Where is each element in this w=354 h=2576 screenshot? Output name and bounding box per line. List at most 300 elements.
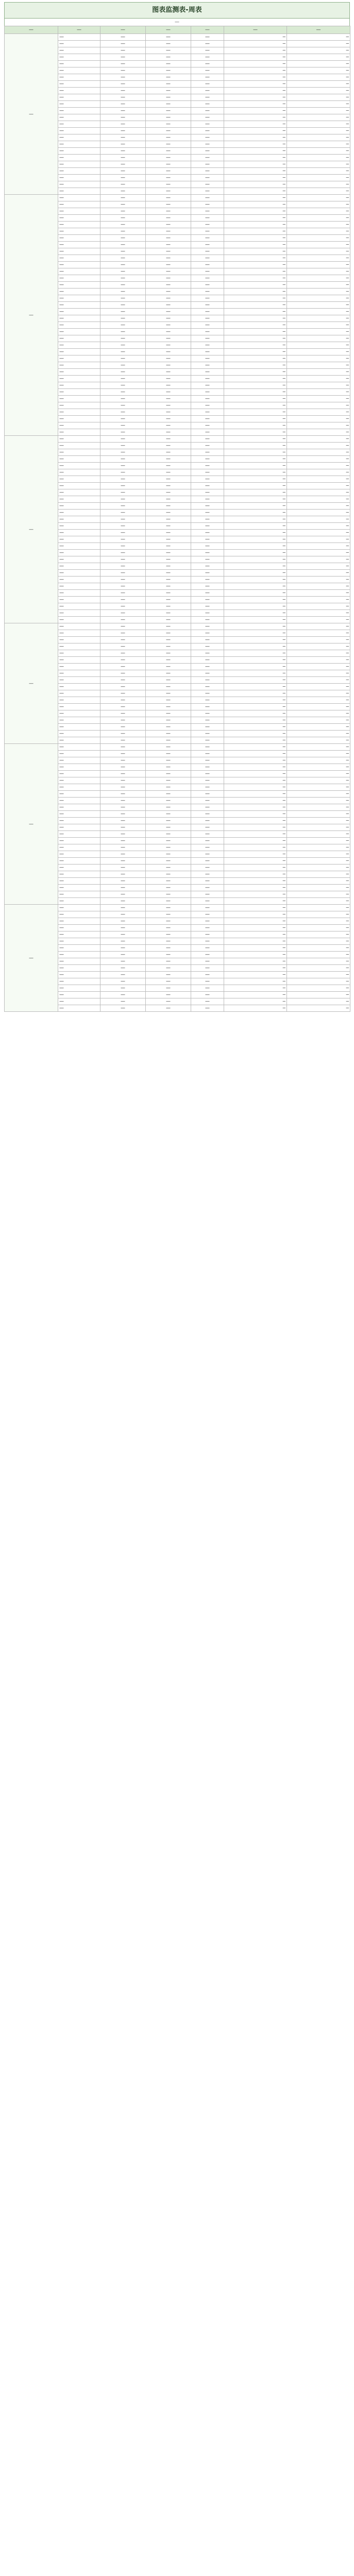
table-cell: — [224, 121, 287, 128]
table-cell: — [100, 436, 146, 443]
table-cell: — [58, 751, 100, 757]
table-cell: — [146, 925, 191, 931]
table-cell: — [191, 838, 224, 844]
table-cell: — [191, 155, 224, 161]
table-cell: — [100, 302, 146, 309]
table-cell: — [287, 396, 350, 402]
table-cell: — [58, 858, 100, 865]
table-cell: — [100, 744, 146, 751]
table-cell: — [287, 731, 350, 737]
table-cell: — [146, 456, 191, 463]
table-cell: — [146, 623, 191, 630]
table-cell: — [100, 818, 146, 824]
table-cell: — [191, 603, 224, 610]
table-cell: — [287, 41, 350, 47]
table-cell: — [100, 382, 146, 389]
table-cell: — [191, 731, 224, 737]
table-cell: — [100, 161, 146, 168]
table-cell: — [58, 597, 100, 603]
table-cell: — [191, 710, 224, 717]
table-cell: — [224, 175, 287, 181]
table-cell: — [191, 697, 224, 704]
table-cell: — [287, 402, 350, 409]
table-cell: — [100, 751, 146, 757]
table-cell: — [58, 114, 100, 121]
table-cell: — [224, 195, 287, 201]
table-cell: — [191, 570, 224, 577]
table-cell: — [191, 563, 224, 570]
table-cell: — [58, 469, 100, 476]
table-cell: — [100, 684, 146, 690]
group-label: — [5, 905, 58, 1012]
table-cell: — [146, 530, 191, 536]
table-cell: — [100, 523, 146, 530]
table-cell: — [287, 510, 350, 516]
table-cell: — [287, 483, 350, 489]
table-cell: — [58, 222, 100, 228]
table-cell: — [146, 677, 191, 684]
table-cell: — [287, 222, 350, 228]
table-cell: — [100, 998, 146, 1005]
table-cell: — [224, 262, 287, 268]
table-cell: — [58, 362, 100, 369]
table-cell: — [58, 41, 100, 47]
table-cell: — [58, 570, 100, 577]
table-cell: — [146, 34, 191, 41]
table-cell: — [58, 523, 100, 530]
table-cell: — [146, 844, 191, 851]
table-cell: — [287, 858, 350, 865]
table-cell: — [146, 938, 191, 945]
table-cell: — [100, 972, 146, 978]
table-cell: — [58, 972, 100, 978]
table-cell: — [224, 657, 287, 664]
document [4, 2, 350, 1012]
table-cell: — [100, 429, 146, 436]
table-cell: — [100, 958, 146, 965]
table-cell: — [191, 195, 224, 201]
table-cell: — [100, 396, 146, 402]
table-cell: — [146, 737, 191, 744]
table-cell: — [100, 577, 146, 583]
table-cell: — [224, 798, 287, 804]
table-cell: — [58, 456, 100, 463]
table-cell: — [191, 476, 224, 483]
table-cell: — [224, 134, 287, 141]
table-cell: — [100, 918, 146, 925]
table-cell: — [224, 235, 287, 242]
table-cell: — [146, 764, 191, 771]
table-row [5, 195, 350, 201]
table-cell: — [146, 724, 191, 731]
table-cell: — [287, 804, 350, 811]
table-cell: — [100, 67, 146, 74]
table-cell: — [287, 610, 350, 617]
table-cell: — [224, 938, 287, 945]
table-cell: — [224, 858, 287, 865]
table-cell: — [287, 389, 350, 396]
table-cell: — [146, 885, 191, 891]
table-cell: — [58, 898, 100, 905]
table-cell: — [224, 878, 287, 885]
table-cell: — [146, 992, 191, 998]
table-cell: — [58, 315, 100, 322]
table-cell: — [287, 617, 350, 623]
table-cell: — [58, 101, 100, 108]
table-cell: — [146, 355, 191, 362]
table-cell: — [191, 161, 224, 168]
table-cell: — [100, 583, 146, 590]
table-cell: — [100, 322, 146, 329]
table-cell: — [146, 684, 191, 690]
table-cell: — [146, 891, 191, 898]
table-cell: — [287, 670, 350, 677]
table-cell: — [224, 242, 287, 248]
table-cell: — [58, 824, 100, 831]
table-cell: — [191, 262, 224, 268]
table-cell: — [100, 81, 146, 88]
table-cell: — [146, 195, 191, 201]
table-cell: — [146, 248, 191, 255]
table-cell: — [146, 362, 191, 369]
table-cell: — [58, 489, 100, 496]
table-cell: — [58, 443, 100, 449]
table-cell: — [58, 818, 100, 824]
table-cell: — [146, 556, 191, 563]
table-cell: — [146, 878, 191, 885]
table-cell: — [224, 891, 287, 898]
table-cell: — [58, 155, 100, 161]
table-cell: — [58, 54, 100, 61]
table-cell: — [58, 389, 100, 396]
group-label: — [5, 34, 58, 195]
table-cell: — [191, 121, 224, 128]
table-cell: — [146, 309, 191, 315]
table-cell: — [146, 905, 191, 911]
table-cell: — [146, 704, 191, 710]
table-cell: — [100, 128, 146, 134]
table-cell: — [287, 463, 350, 469]
column-header: — [58, 26, 100, 34]
table-cell: — [58, 161, 100, 168]
table-cell: — [146, 94, 191, 101]
table-cell: — [191, 449, 224, 456]
table-cell: — [224, 47, 287, 54]
table-cell: — [146, 114, 191, 121]
table-cell: — [100, 697, 146, 704]
table-cell: — [224, 985, 287, 992]
table-cell: — [287, 47, 350, 54]
table-cell: — [191, 931, 224, 938]
table-cell: — [224, 536, 287, 543]
table-cell: — [224, 322, 287, 329]
table-cell: — [224, 650, 287, 657]
table-cell: — [58, 463, 100, 469]
table-cell: — [191, 851, 224, 858]
table-cell: — [146, 958, 191, 965]
table-cell: — [58, 543, 100, 550]
table-cell: — [224, 302, 287, 309]
table-cell: — [191, 858, 224, 865]
table-cell: — [224, 476, 287, 483]
table-cell: — [146, 315, 191, 322]
table-cell: — [287, 155, 350, 161]
table-cell: — [100, 215, 146, 222]
table-cell: — [100, 811, 146, 818]
table-cell: — [58, 1005, 100, 1012]
table-cell: — [191, 597, 224, 603]
table-cell: — [224, 416, 287, 422]
table-cell: — [287, 690, 350, 697]
table-cell: — [100, 570, 146, 577]
table-cell: — [58, 81, 100, 88]
table-cell: — [191, 844, 224, 851]
table-cell: — [100, 556, 146, 563]
table-cell: — [191, 1005, 224, 1012]
table-cell: — [58, 851, 100, 858]
table-cell: — [287, 81, 350, 88]
table-cell: — [191, 630, 224, 637]
table-cell: — [191, 737, 224, 744]
table-cell: — [146, 570, 191, 577]
table-cell: — [191, 925, 224, 931]
table-cell: — [287, 543, 350, 550]
table-cell: — [58, 483, 100, 489]
table-cell: — [58, 148, 100, 155]
table-cell: — [287, 1005, 350, 1012]
table-cell: — [146, 697, 191, 704]
table-cell: — [146, 952, 191, 958]
table-cell: — [224, 201, 287, 208]
table-cell: — [58, 550, 100, 556]
table-cell: — [100, 456, 146, 463]
table-cell: — [224, 597, 287, 603]
table-cell: — [146, 784, 191, 791]
table-cell: — [287, 255, 350, 262]
table-cell: — [224, 771, 287, 777]
table-cell: — [191, 583, 224, 590]
table-cell: — [287, 777, 350, 784]
table-cell: — [191, 670, 224, 677]
table-cell: — [287, 677, 350, 684]
table-cell: — [224, 603, 287, 610]
table-cell: — [146, 670, 191, 677]
table-cell: — [100, 704, 146, 710]
table-cell: — [224, 885, 287, 891]
table-cell: — [224, 289, 287, 295]
table-cell: — [287, 67, 350, 74]
table-cell: — [146, 858, 191, 865]
table-cell: — [224, 181, 287, 188]
table-cell: — [146, 463, 191, 469]
column-header: — [191, 26, 224, 34]
table-cell: — [191, 81, 224, 88]
table-cell: — [224, 617, 287, 623]
table-cell: — [58, 965, 100, 972]
table-cell: — [146, 811, 191, 818]
table-cell: — [100, 101, 146, 108]
table-cell: — [191, 617, 224, 623]
table-cell: — [191, 724, 224, 731]
table-cell: — [100, 865, 146, 871]
table-cell: — [287, 355, 350, 362]
table-cell: — [287, 911, 350, 918]
table-cell: — [287, 496, 350, 503]
table-cell: — [58, 342, 100, 349]
table-cell: — [287, 188, 350, 195]
table-cell: — [191, 550, 224, 556]
table-cell: — [146, 804, 191, 811]
table-cell: — [100, 389, 146, 396]
table-cell: — [224, 737, 287, 744]
table-cell: — [58, 208, 100, 215]
table-cell: — [224, 744, 287, 751]
table-cell: — [146, 54, 191, 61]
table-cell: — [191, 798, 224, 804]
table-cell: — [146, 657, 191, 664]
table-cell: — [58, 121, 100, 128]
table-cell: — [224, 443, 287, 449]
table-cell: — [146, 429, 191, 436]
table-cell: — [287, 429, 350, 436]
table-cell: — [146, 369, 191, 376]
table-cell: — [100, 630, 146, 637]
table-cell: — [287, 992, 350, 998]
table-cell: — [100, 355, 146, 362]
table-cell: — [224, 583, 287, 590]
table-cell: — [146, 503, 191, 510]
table-cell: — [146, 409, 191, 416]
table-cell: — [287, 536, 350, 543]
table-cell: — [191, 657, 224, 664]
table-cell: — [287, 289, 350, 295]
table-cell: — [146, 329, 191, 335]
table-cell: — [58, 422, 100, 429]
table-cell: — [58, 201, 100, 208]
table-cell: — [100, 168, 146, 175]
table-cell: — [58, 878, 100, 885]
table-cell: — [224, 141, 287, 148]
table-cell: — [58, 503, 100, 510]
table-cell: — [191, 717, 224, 724]
table-cell: — [146, 731, 191, 737]
table-cell: — [224, 510, 287, 516]
table-cell: — [100, 255, 146, 262]
table-cell: — [191, 684, 224, 690]
table-cell: — [100, 590, 146, 597]
table-cell: — [191, 335, 224, 342]
table-cell: — [287, 422, 350, 429]
table-cell: — [191, 831, 224, 838]
table-cell: — [224, 945, 287, 952]
table-cell: — [287, 516, 350, 523]
group-label: — [5, 623, 58, 744]
table-cell: — [287, 175, 350, 181]
table-cell: — [58, 710, 100, 717]
table-cell: — [287, 88, 350, 94]
table-cell: — [146, 74, 191, 81]
table-cell: — [191, 422, 224, 429]
table-cell: — [58, 134, 100, 141]
table-cell: — [146, 643, 191, 650]
table-cell: — [58, 268, 100, 275]
table-cell: — [58, 777, 100, 784]
table-cell: — [146, 483, 191, 489]
table-cell: — [287, 978, 350, 985]
table-cell: — [146, 389, 191, 396]
table-cell: — [146, 590, 191, 597]
table-cell: — [287, 583, 350, 590]
table-cell: — [224, 824, 287, 831]
table-cell: — [100, 992, 146, 998]
table-cell: — [58, 677, 100, 684]
table-cell: — [146, 690, 191, 697]
table-cell: — [224, 643, 287, 650]
table-cell: — [224, 784, 287, 791]
table-cell: — [58, 717, 100, 724]
table-cell: — [58, 248, 100, 255]
table-cell: — [100, 804, 146, 811]
table-cell: — [224, 958, 287, 965]
group-label: — [5, 436, 58, 623]
table-cell: — [100, 409, 146, 416]
table-cell: — [100, 831, 146, 838]
table-cell: — [287, 168, 350, 175]
table-cell: — [287, 657, 350, 664]
table-cell: — [191, 175, 224, 181]
table-cell: — [58, 188, 100, 195]
table-cell: — [146, 536, 191, 543]
table-cell: — [191, 329, 224, 335]
table-cell: — [146, 161, 191, 168]
table-cell: — [287, 710, 350, 717]
table-cell: — [287, 798, 350, 804]
table-cell: — [191, 623, 224, 630]
table-cell: — [224, 630, 287, 637]
table-cell: — [100, 148, 146, 155]
table-cell: — [146, 128, 191, 134]
table-cell: — [224, 952, 287, 958]
table-cell: — [287, 61, 350, 67]
table-cell: — [287, 871, 350, 878]
table-header-row [5, 26, 350, 34]
table-cell: — [58, 798, 100, 804]
table-cell: — [287, 523, 350, 530]
table-cell: — [287, 757, 350, 764]
table-cell: — [224, 690, 287, 697]
table-cell: — [146, 268, 191, 275]
table-cell: — [58, 583, 100, 590]
table-cell: — [191, 101, 224, 108]
table-cell: — [287, 751, 350, 757]
table-cell: — [100, 710, 146, 717]
table-cell: — [287, 382, 350, 389]
table-cell: — [191, 985, 224, 992]
table-row [5, 623, 350, 630]
table-cell: — [100, 771, 146, 777]
table-cell: — [100, 945, 146, 952]
table-cell: — [58, 436, 100, 443]
table-cell: — [224, 931, 287, 938]
table-cell: — [224, 449, 287, 456]
table-cell: — [58, 643, 100, 650]
table-cell: — [191, 295, 224, 302]
table-cell: — [224, 315, 287, 322]
table-cell: — [224, 496, 287, 503]
table-cell: — [224, 67, 287, 74]
table-cell: — [224, 717, 287, 724]
table-cell: — [58, 47, 100, 54]
